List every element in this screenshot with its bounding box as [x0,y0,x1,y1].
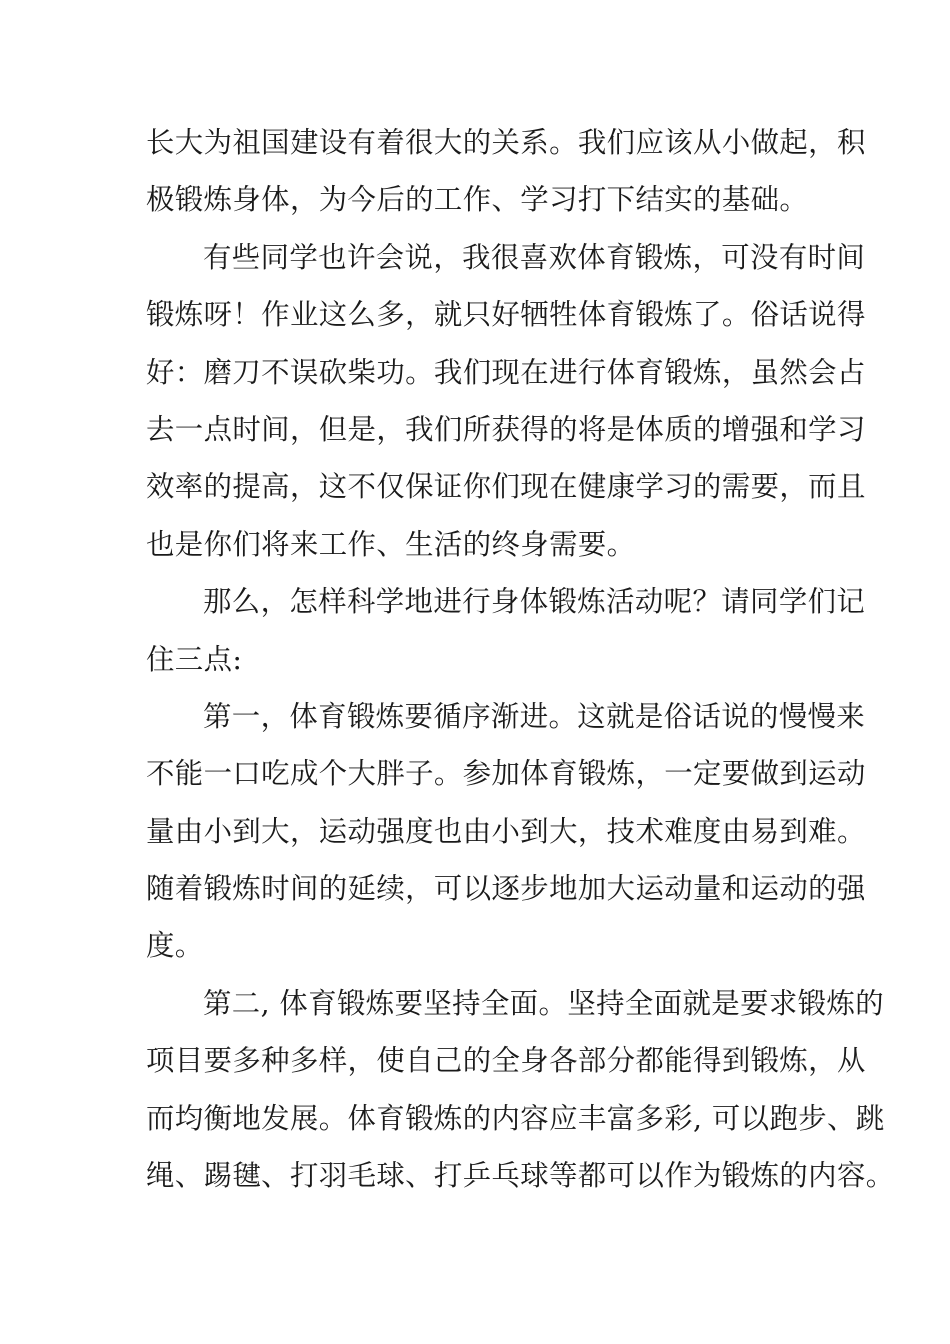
text-line: 住三点: [146,642,243,676]
paragraph-3 [146,573,866,688]
text-line: 锻炼呀！作业这么多，就只好牺牲体育锻炼了。俗话说得 [146,298,866,332]
text-line: 效率的提高，这不仅保证你们现在健康学习的需要，而且 [146,470,866,504]
text-line: 度。 [146,929,204,963]
text-line: 第一，体育锻炼要循序渐进。这就是俗话说的慢慢来 [203,699,866,733]
text-line: 也是你们将来工作、生活的终身需要。 [146,527,636,561]
text-line: 那么，怎样科学地进行身体锻炼活动呢？请同学们记 [203,585,866,619]
text-line: 项目要多种多样，使自己的全身各部分都能得到锻炼，从 [146,1044,866,1078]
text-line: 第二, 体育锻炼要坚持全面。坚持全面就是要求锻炼的 [203,986,885,1020]
body-text [146,114,895,1204]
text-line: 极锻炼身体，为今后的工作、学习打下结实的基础。 [146,183,809,217]
text-line: 去一点时间，但是，我们所获得的将是体质的增强和学习 [146,412,866,446]
paragraph-1 [146,114,866,229]
text-line: 随着锻炼时间的延续，可以逐步地加大运动量和运动的强 [146,872,866,906]
text-line: 绳、踢毽、打羽毛球、打乒乓球等都可以作为锻炼的内容。 [146,1159,895,1193]
paragraph-5 [146,975,895,1205]
text-line: 而均衡地发展。体育锻炼的内容应丰富多彩, 可以跑步、跳 [146,1101,885,1135]
text-line: 长大为祖国建设有着很大的关系。我们应该从小做起，积 [146,126,866,159]
text-line: 有些同学也许会说，我很喜欢体育锻炼，可没有时间 [203,240,866,274]
text-line: 不能一口吃成个大胖子。参加体育锻炼，一定要做到运动 [146,757,866,791]
text-line: 好：磨刀不误砍柴功。我们现在进行体育锻炼，虽然会占 [146,355,866,389]
paragraph-2 [146,229,866,573]
text-line: 量由小到大，运动强度也由小到大，技术难度由易到难。 [146,814,866,848]
paragraph-4 [146,688,866,975]
